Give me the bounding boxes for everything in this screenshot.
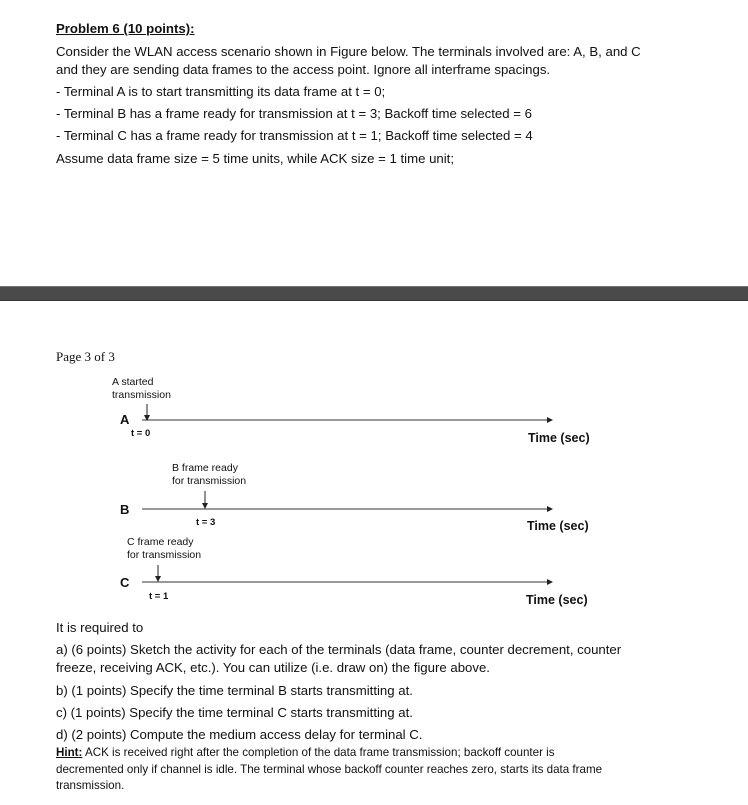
c-note-line-2: for transmission: [127, 549, 202, 561]
bullet-terminal-c: - Terminal C has a frame ready for transmission at t = 1; Backoff time selected = 4: [56, 128, 533, 143]
hint-line-3: transmission.: [56, 779, 125, 792]
intro-line-1: Consider the WLAN access scenario shown in Figure below. The terminals involved are: A, B, and C: [56, 44, 641, 59]
terminal-b-label: B: [120, 502, 130, 517]
problem-title: Problem 6 (10 points):: [56, 21, 195, 36]
question-b: b) (1 points) Specify the time terminal B starts transmitting at.: [56, 683, 413, 698]
question-c: c) (1 points) Specify the time terminal C starts transmitting at.: [56, 705, 413, 720]
hint-label: Hint:: [56, 746, 83, 759]
b-note-line-2: for transmission: [172, 475, 247, 487]
b-note-line-1: B frame ready: [172, 462, 238, 474]
required-text: It is required to: [56, 620, 144, 635]
c-axis-label: Time (sec): [526, 593, 588, 607]
a-time-label: t = 0: [131, 428, 151, 439]
bullet-terminal-b: - Terminal B has a frame ready for transmission at t = 3; Backoff time selected = 6: [56, 106, 532, 121]
b-axis-label: Time (sec): [527, 519, 589, 533]
question-a-line-2: freeze, receiving ACK, etc.). You can utilize (i.e. draw on) the figure above.: [56, 660, 490, 675]
assumption-text: Assume data frame size = 5 time units, while ACK size = 1 time unit;: [56, 151, 454, 166]
a-note-line-1: A started: [112, 376, 154, 388]
intro-line-2: and they are sending data frames to the access point. Ignore all interframe spacings.: [56, 62, 551, 77]
a-axis-label: Time (sec): [528, 431, 590, 445]
question-a-line-1: a) (6 points) Sketch the activity for each of the terminals (data frame, counter decrement, counter: [56, 642, 622, 657]
c-time-label: t = 1: [149, 591, 169, 602]
b-time-label: t = 3: [196, 517, 216, 528]
c-note-line-1: C frame ready: [127, 536, 194, 548]
terminal-c-label: C: [120, 575, 130, 590]
terminal-a-label: A: [120, 412, 130, 427]
a-note-line-2: transmission: [112, 389, 171, 401]
hint-line-2: decremented only if channel is idle. The terminal whose backoff counter reaches zero, starts its data frame: [56, 763, 603, 776]
hint-text-1: ACK is received right after the completion of the data frame transmission; backoff counter is: [82, 746, 555, 759]
bullet-terminal-a: - Terminal A is to start transmitting its data frame at t = 0;: [56, 84, 386, 99]
page-label: Page 3 of 3: [56, 349, 115, 364]
question-d: d) (2 points) Compute the medium access delay for terminal C.: [56, 727, 423, 742]
hint-line-1: [56, 745, 555, 761]
